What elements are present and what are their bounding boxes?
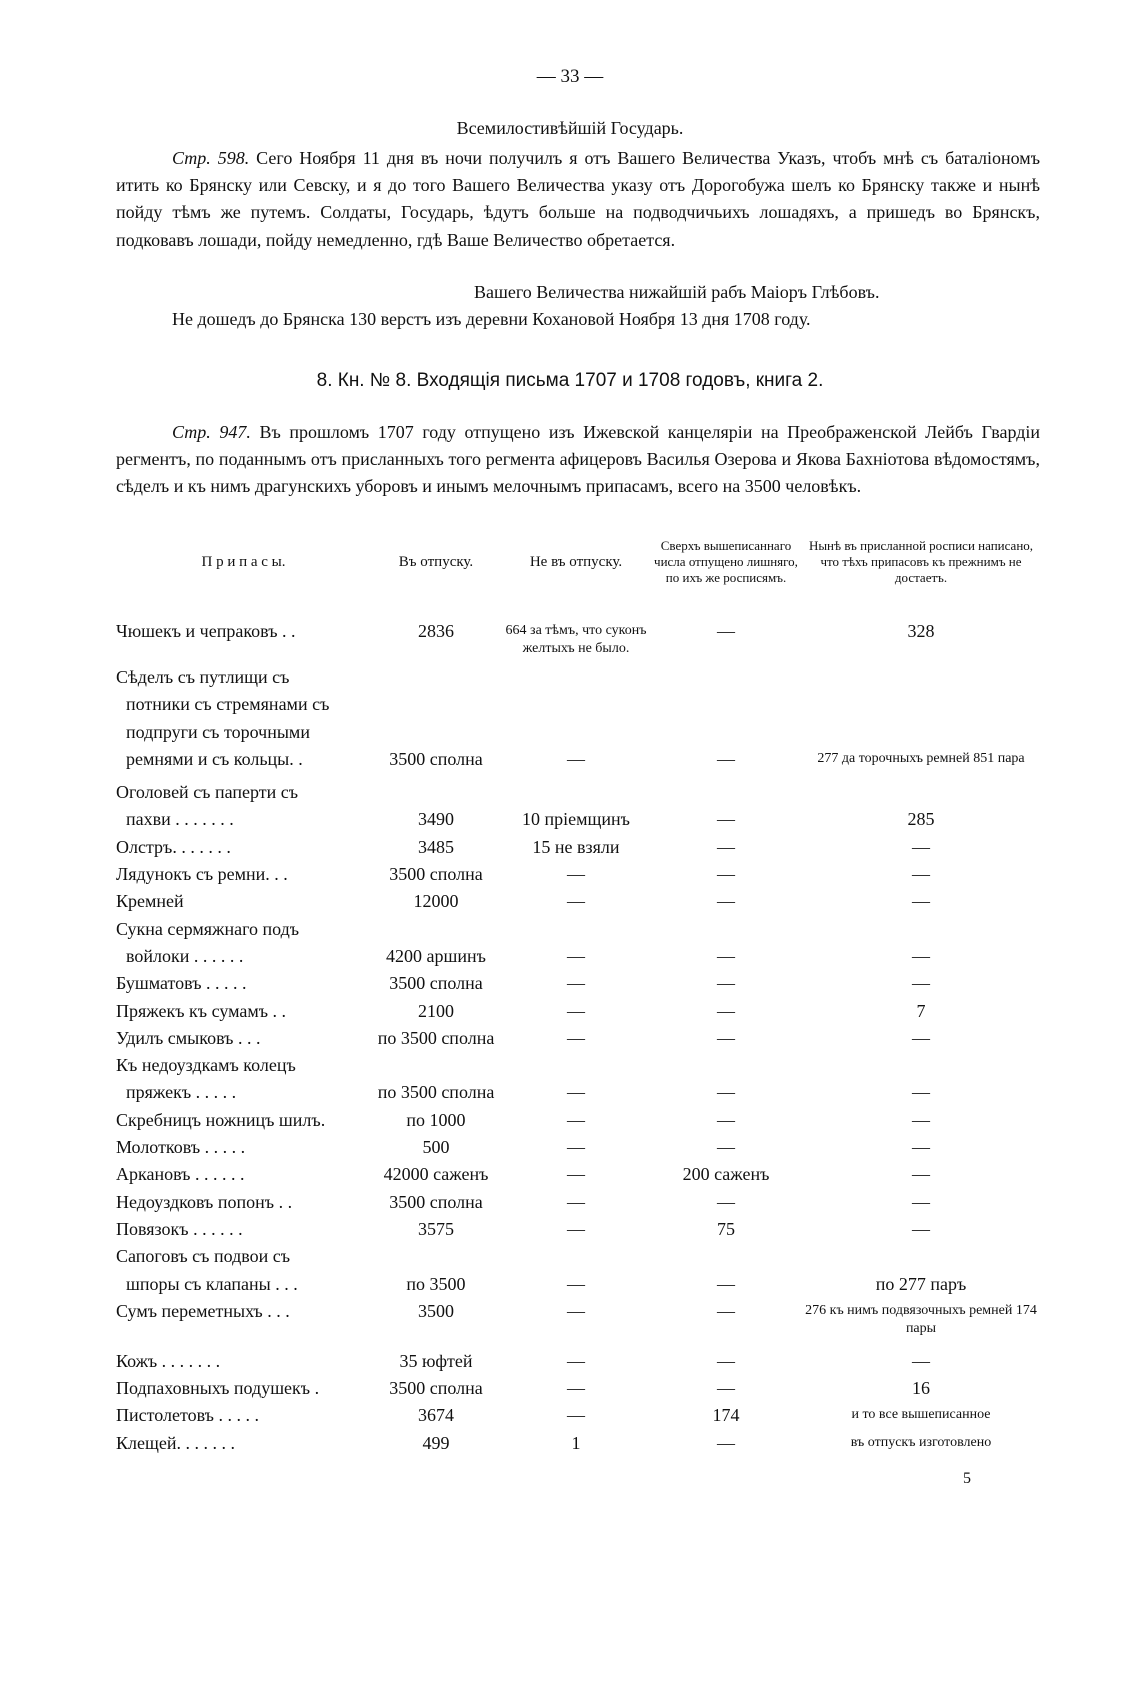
surplus-cell: — <box>717 836 735 857</box>
supply-name-line: Подпаховныхъ подушекъ . <box>116 1378 320 1399</box>
surplus-cell: — <box>717 809 735 830</box>
shortage-cell: и то все вышеписанное <box>851 1407 991 1423</box>
surplus-cell: 75 <box>717 1218 735 1239</box>
table-row <box>116 1052 1041 1107</box>
surplus-cell: — <box>717 1137 735 1158</box>
letter-note: Не дошедъ до Брянска 130 верстъ изъ деревни Кохановой Ноября 13 дня 1708 году. <box>172 309 811 329</box>
supply-name-line: Сукна сермяжнаго подъ <box>116 918 300 939</box>
supply-name <box>116 1161 371 1188</box>
supply-name <box>116 1298 371 1325</box>
not-issued-cell: — <box>567 973 585 994</box>
letter-salutation: Всемилостивѣйшій Государь. <box>456 118 684 138</box>
supply-name-line: Бушматовъ . . . . . <box>116 973 247 994</box>
supply-name-line: Къ недоуздкамъ колецъ <box>116 1055 296 1076</box>
issued-cell: 3500 сполна <box>389 864 483 885</box>
not-issued-cell: — <box>567 1350 585 1371</box>
supply-name-line: Пряжекъ къ сумамъ . . <box>116 1000 287 1021</box>
table-row <box>116 1348 1041 1375</box>
supply-name <box>116 1107 371 1134</box>
letter-signature: Вашего Величества нижайшій рабъ Маіоръ Глѣбовъ. <box>474 282 880 302</box>
shortage-cell: — <box>912 1218 930 1239</box>
not-issued-cell: — <box>567 1082 585 1103</box>
surplus-cell: — <box>717 748 735 769</box>
issued-cell: по 3500 <box>406 1273 466 1294</box>
shortage-cell: — <box>912 973 930 994</box>
surplus-cell: — <box>717 621 735 641</box>
supply-name-line: Скребницъ ножницъ шилъ. <box>116 1109 326 1130</box>
surplus-cell: 200 саженъ <box>682 1164 770 1185</box>
issued-cell: 3500 сполна <box>389 1378 483 1399</box>
not-issued-cell: — <box>567 1109 585 1130</box>
supply-name-line: Повязокъ . . . . . . <box>116 1218 243 1239</box>
surplus-cell: — <box>717 1082 735 1103</box>
table-row <box>116 998 1041 1025</box>
shortage-cell: — <box>912 1027 930 1048</box>
issued-cell: 3575 <box>418 1218 454 1239</box>
signature-mark: 5 <box>963 1470 971 1487</box>
supplies-table <box>116 618 1041 1457</box>
supply-name-line: Сѣделъ съ путлищи съ <box>116 667 290 687</box>
not-issued-cell: — <box>567 1137 585 1158</box>
supply-name-line: пахви . . . . . . . <box>126 809 234 830</box>
supply-name <box>116 970 371 997</box>
supply-name <box>116 1025 371 1052</box>
table-row <box>116 834 1041 861</box>
shortage-cell: по 277 паръ <box>875 1273 967 1294</box>
page-number: — 33 — <box>536 66 604 87</box>
supply-name <box>116 1402 371 1429</box>
surplus-cell: — <box>717 1378 735 1399</box>
shortage-cell: 328 <box>907 621 935 641</box>
surplus-cell: — <box>717 1432 735 1453</box>
letter-body <box>116 145 1040 254</box>
supply-name-line: шпоры съ клапаны . . . <box>126 1273 298 1294</box>
supply-name-line: ремнями и съ кольцы. . <box>126 748 303 769</box>
supply-name-line: Удилъ смыковъ . . . <box>116 1027 261 1048</box>
shortage-cell: — <box>912 864 930 885</box>
issued-cell: 3500 <box>418 1300 454 1321</box>
not-issued-cell: — <box>567 864 585 885</box>
supply-name-line: Олстръ. . . . . . . <box>116 836 231 857</box>
section-body <box>116 419 1040 501</box>
supply-name-line: подпруги съ торочными <box>126 721 310 742</box>
not-issued-cell: — <box>567 748 585 769</box>
section-text: Въ прошломъ 1707 году отпущено изъ Ижевской канцеляріи на Преображенской Лейбъ Гвардіи регментъ, по поданнымъ отъ присланныхъ того регмента афицеровъ Василья Озерова и Якова Бахніотова вѣдомостямъ, сѣделъ и къ нимъ драгунскихъ уборовъ и инымъ мелочнымъ припасамъ, всего на 3500 человѣкъ. <box>116 422 1041 497</box>
surplus-cell: — <box>717 864 735 885</box>
not-issued-cell: — <box>567 1000 585 1021</box>
table-row <box>116 1161 1041 1188</box>
shortage-cell: — <box>912 891 930 912</box>
issued-cell: 12000 <box>413 891 459 912</box>
not-issued-cell: 1 <box>571 1432 581 1453</box>
not-issued-cell: — <box>567 1164 585 1185</box>
table-row <box>116 1134 1041 1161</box>
supply-name <box>116 834 371 861</box>
surplus-cell: — <box>717 891 735 912</box>
supply-name <box>116 1216 371 1243</box>
shortage-cell: въ отпускъ изготовлено <box>850 1434 992 1450</box>
table-row <box>116 1107 1041 1134</box>
issued-cell: 3490 <box>418 809 454 830</box>
surplus-cell: — <box>717 1191 735 1212</box>
shortage-cell: — <box>912 1350 930 1371</box>
supply-name-line: Клещей. . . . . . . <box>116 1432 235 1453</box>
issued-cell: 2836 <box>418 621 454 641</box>
not-issued-cell: — <box>567 1027 585 1048</box>
issued-cell: 3500 сполна <box>389 973 483 994</box>
surplus-cell: — <box>717 973 735 994</box>
letter-ref: Стр. 598. <box>172 148 250 168</box>
shortage-cell: 16 <box>912 1378 930 1399</box>
table-row <box>116 888 1041 915</box>
supply-name <box>116 1375 371 1402</box>
table-row <box>116 1025 1041 1052</box>
issued-cell: 3500 сполна <box>389 1191 483 1212</box>
supply-name <box>116 861 371 888</box>
supply-name-line: Чюшекъ и чепраковъ . . <box>116 621 296 641</box>
shortage-cell: — <box>912 1082 930 1103</box>
shortage-cell: — <box>912 1164 930 1185</box>
table-row <box>116 1243 1041 1298</box>
not-issued-cell: — <box>567 1191 585 1212</box>
supply-name-line: Молотковъ . . . . . <box>116 1137 246 1158</box>
table-row <box>116 664 1041 773</box>
table-header <box>116 538 1041 586</box>
table-row <box>116 1430 1041 1457</box>
surplus-cell: — <box>717 1350 735 1371</box>
shortage-cell: — <box>912 1191 930 1212</box>
surplus-cell: — <box>717 1273 735 1294</box>
table-row <box>116 970 1041 997</box>
shortage-cell: — <box>912 836 930 857</box>
supply-name-line: Пистолетовъ . . . . . <box>116 1405 259 1426</box>
supply-name-line: пряжекъ . . . . . <box>126 1082 237 1103</box>
issued-cell: 35 юфтей <box>399 1350 473 1371</box>
shortage-cell: 276 къ нимъ подвязочныхъ ремней 174 пары <box>805 1302 1037 1336</box>
issued-cell: 3485 <box>418 836 454 857</box>
supply-name <box>116 1189 371 1216</box>
table-row <box>116 1375 1041 1402</box>
shortage-cell: 7 <box>916 1000 926 1021</box>
section-heading: 8. Кн. № 8. Входящія письма 1707 и 1708 годовъ, книга 2. <box>316 370 824 391</box>
section-ref: Стр. 947. <box>172 422 251 442</box>
not-issued-cell: 664 за тѣмъ, что суконъ желтыхъ не было. <box>505 623 647 656</box>
supply-name-line: войлоки . . . . . . <box>126 945 244 966</box>
not-issued-cell: — <box>567 1378 585 1399</box>
not-issued-cell: 15 не взяли <box>532 836 620 857</box>
surplus-cell: — <box>717 1300 735 1321</box>
table-row <box>116 1298 1041 1338</box>
supply-name-line: Оголовей съ паперти съ <box>116 782 299 803</box>
supply-name-line: Лядунокъ съ ремни. . . <box>116 864 288 885</box>
supply-name <box>116 1348 371 1375</box>
not-issued-cell: — <box>567 945 585 966</box>
table-row <box>116 618 1041 658</box>
supply-name-line: Недоуздковъ попонъ . . <box>116 1191 293 1212</box>
issued-cell: 4200 аршинъ <box>386 945 486 966</box>
table-row <box>116 779 1041 834</box>
table-row <box>116 1216 1041 1243</box>
shortage-cell: 285 <box>907 809 935 830</box>
supply-name <box>116 888 371 915</box>
supply-name <box>116 1134 371 1161</box>
issued-cell: 499 <box>422 1432 450 1453</box>
letter-text: Сего Ноября 11 дня въ ночи получилъ я отъ Вашего Величества Указъ, чтобъ мнѣ съ баталіономъ итить ко Брянску или Севску, и я до того Вашего Величества указу отъ Дорогобужа шелъ ко Брянску также и нынѣ пойду тѣмъ же путемъ. Солдаты, Государь, ѣдутъ больше на подводчичьихъ лошадяхъ, а пришедъ во Брянскъ, подковавъ лошади, пойду немедленно, гдѣ Ваше Величество обретается. <box>116 148 1041 250</box>
supply-name <box>116 618 371 645</box>
issued-cell: по 3500 сполна <box>377 1027 495 1048</box>
table-row <box>116 1402 1041 1429</box>
table-row <box>116 861 1041 888</box>
supply-name <box>116 1243 371 1298</box>
table-row <box>116 916 1041 971</box>
issued-cell: 500 <box>422 1137 450 1158</box>
shortage-cell: — <box>912 945 930 966</box>
supply-name <box>116 998 371 1025</box>
supply-name-line: потники съ стремянами съ <box>126 694 330 715</box>
supply-name <box>116 1430 371 1457</box>
issued-cell: 2100 <box>418 1000 454 1021</box>
surplus-cell: — <box>717 945 735 966</box>
issued-cell: 3674 <box>418 1405 454 1426</box>
supply-name <box>116 1052 371 1107</box>
header-supplies: П р и п а с ы. <box>201 553 286 570</box>
not-issued-cell: — <box>567 1218 585 1239</box>
issued-cell: 42000 саженъ <box>383 1164 489 1185</box>
surplus-cell: — <box>717 1027 735 1048</box>
supply-name-line: Кремней <box>116 891 184 912</box>
header-surplus: Сверхъ вышеписаннаго числа отпущено лишняго, по ихъ же росписямъ. <box>654 538 798 585</box>
shortage-cell: — <box>912 1109 930 1130</box>
supply-name <box>116 916 371 971</box>
supply-name-line: Сумъ переметныхъ . . . <box>116 1300 290 1321</box>
header-not-issued: Не въ отпуску. <box>529 553 623 570</box>
issued-cell: по 1000 <box>406 1109 466 1130</box>
not-issued-cell: 10 пріемщинъ <box>522 809 630 830</box>
not-issued-cell: — <box>567 1273 585 1294</box>
issued-cell: по 3500 сполна <box>377 1082 495 1103</box>
shortage-cell: 277 да торочныхъ ремней 851 пара <box>817 750 1025 766</box>
not-issued-cell: — <box>567 1405 585 1426</box>
table-row <box>116 1189 1041 1216</box>
supply-name-line: Кожъ . . . . . . . <box>116 1350 221 1371</box>
surplus-cell: — <box>717 1109 735 1130</box>
surplus-cell: 174 <box>712 1405 740 1426</box>
surplus-cell: — <box>717 1000 735 1021</box>
issued-cell: 3500 сполна <box>389 748 483 769</box>
header-shortage: Нынѣ въ присланной росписи написано, что тѣхъ припасовъ къ прежнимъ не достаетъ. <box>808 538 1034 585</box>
shortage-cell: — <box>912 1137 930 1158</box>
supply-name-line: Сапоговъ съ подвои съ <box>116 1246 291 1267</box>
not-issued-cell: — <box>567 891 585 912</box>
supply-name <box>116 664 371 773</box>
supply-name-line: Аркановъ . . . . . . <box>116 1164 245 1185</box>
header-issued: Въ отпуску. <box>398 553 474 570</box>
not-issued-cell: — <box>567 1300 585 1321</box>
supply-name <box>116 779 371 834</box>
